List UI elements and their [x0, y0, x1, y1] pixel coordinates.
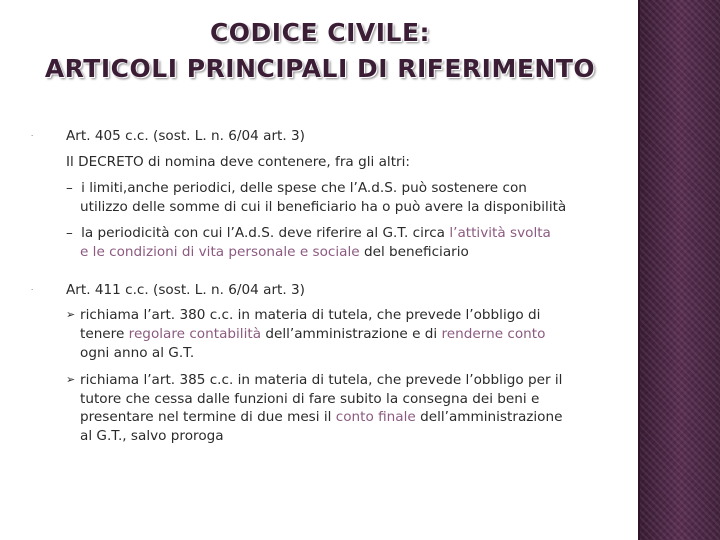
- highlight-condizioni-vita: e le condizioni di vita personale e sociale: [80, 244, 360, 260]
- arrow-bullet-icon: ➢: [66, 373, 76, 386]
- art411-item2-line4: al G.T., salvo proroga: [80, 428, 224, 444]
- art405-intro: Il DECRETO di nomina deve contenere, fra gli altri:: [66, 154, 410, 170]
- art411-item1-line2: tenere regolare contabilità dell’amministrazione e di renderne conto: [80, 326, 546, 342]
- art405-item2-line2: e le condizioni di vita personale e sociale del beneficiario: [80, 244, 469, 260]
- art405-item1-line2: utilizzo delle somme di cui il beneficiario ha o può avere la disponibilità: [80, 199, 567, 215]
- dash-icon: –: [66, 180, 73, 196]
- decorative-side-band: [640, 0, 720, 540]
- bullet-icon: ·: [31, 286, 34, 294]
- art411-item2-line3: presentare nel termine di due mesi il conto finale dell’amministrazione: [80, 409, 563, 425]
- art411-heading: Art. 411 c.c. (sost. L. n. 6/04 art. 3): [66, 282, 305, 298]
- highlight-regolare-contabilita: regolare contabilità: [128, 326, 262, 342]
- art411-item1-line1: richiama l’art. 380 c.c. in materia di tutela, che prevede l’obbligo di: [80, 307, 541, 323]
- arrow-bullet-icon: ➢: [66, 308, 76, 321]
- slide-title-line2: ARTICOLI PRINCIPALI DI RIFERIMENTO: [44, 54, 596, 83]
- art405-item1-line1: – i limiti,anche periodici, delle spese che l’A.d.S. può sostenere con: [66, 180, 527, 196]
- highlight-conto-finale: conto finale: [335, 409, 416, 425]
- art411-item2-line2: tutore che cessa dalle funzioni di fare subito la consegna dei beni e: [80, 391, 540, 407]
- highlight-attivita-svolta: l’attività svolta: [449, 225, 551, 241]
- art405-heading: Art. 405 c.c. (sost. L. n. 6/04 art. 3): [66, 128, 305, 144]
- art411-item2-line1: richiama l’art. 385 c.c. in materia di tutela, che prevede l’obbligo per il: [80, 372, 563, 388]
- art411-item1-line3: ogni anno al G.T.: [80, 345, 195, 361]
- dash-icon: –: [66, 225, 73, 241]
- bullet-icon: ·: [31, 132, 34, 140]
- highlight-renderne-conto: renderne conto: [441, 326, 546, 342]
- art405-item2-line1: – la periodicità con cui l’A.d.S. deve riferire al G.T. circa l’attività svolta: [66, 225, 551, 241]
- slide-title-line1: CODICE CIVILE:: [209, 18, 431, 47]
